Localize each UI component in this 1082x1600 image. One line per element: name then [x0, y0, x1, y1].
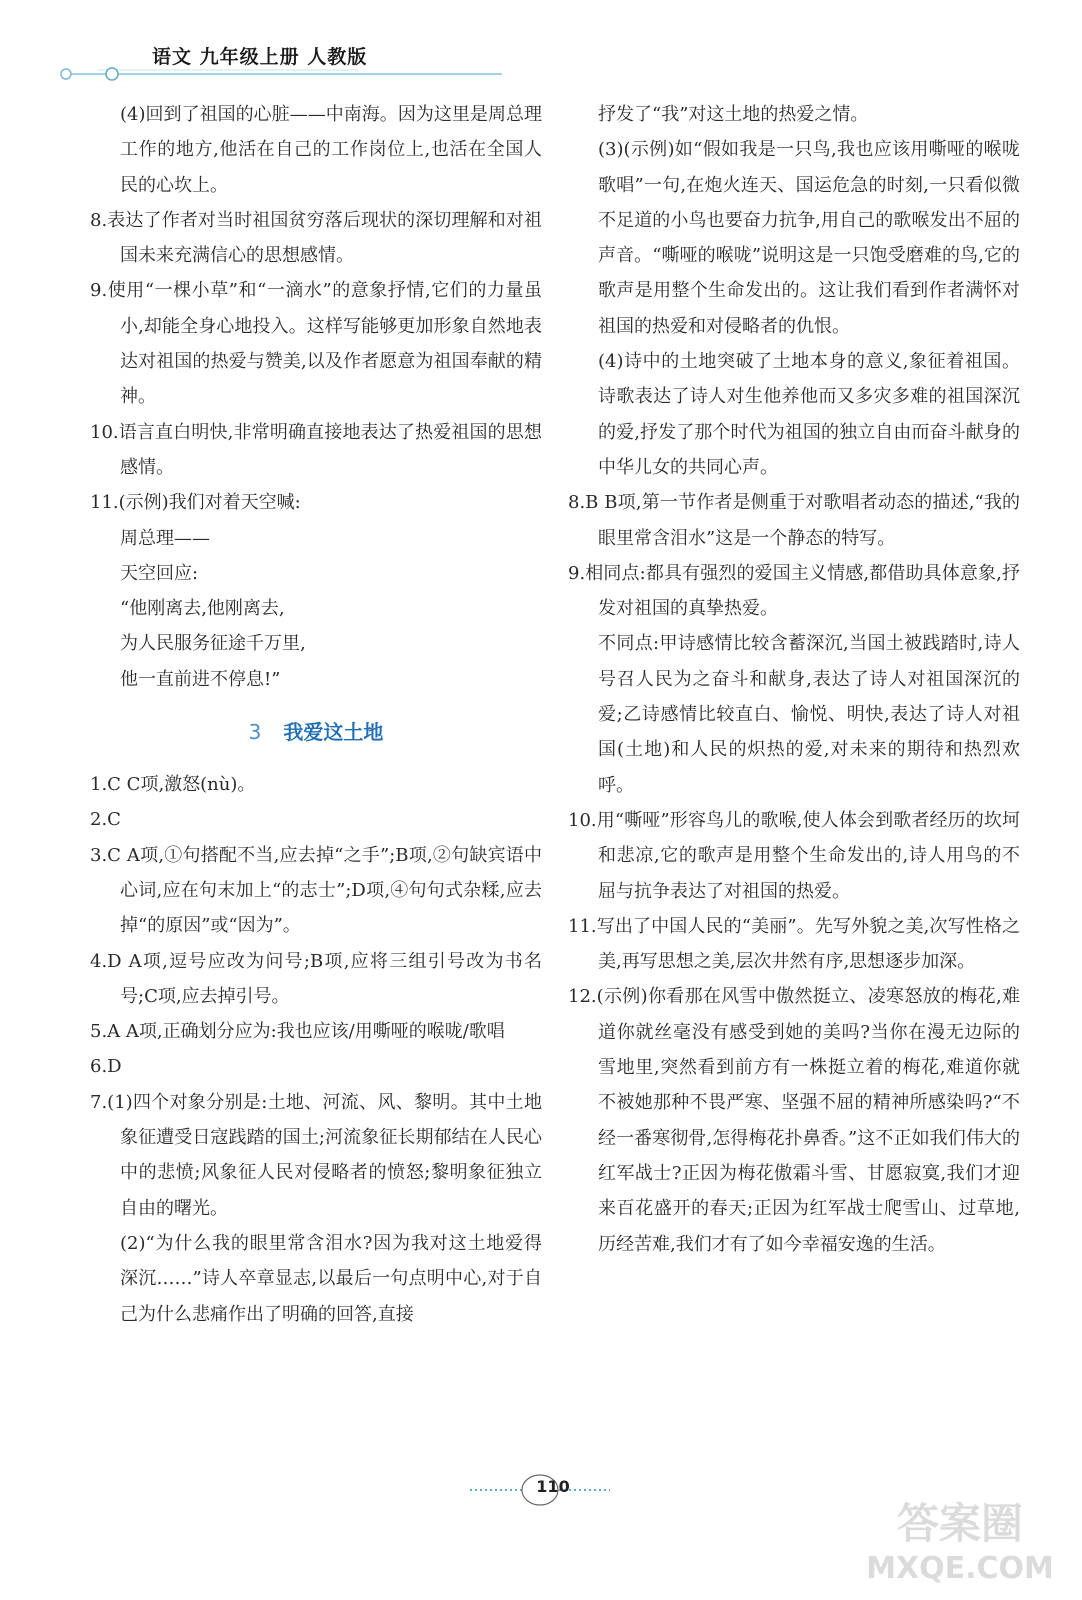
answer-item: 10.用“嘶哑”形容鸟儿的歌喉,使人体会到歌者经历的坎坷和悲凉,它的歌声是用整个生命发出的,诗人用鸟的不屈与抗争表达了对祖国的热爱。 [568, 809, 1020, 902]
answer-item: 7.(1)四个对象分别是:土地、河流、风、黎明。其中土地象征遭受日寇践踏的国土;河流象征长期郁结在人民心中的悲愤;风象征人民对侵略者的愤怒;黎明象征独立自由的曙光。 [90, 1091, 542, 1219]
poem-line: 天空回应: [120, 562, 199, 584]
right-column [568, 97, 1020, 1262]
answer-item: 4.D A项,逗号应改为问号;B项,应将三组引号改为书名号;C项,应去掉引号。 [90, 950, 542, 1007]
answer-item: 3.C A项,①句搭配不当,应去掉“之手”;B项,②句缺宾语中心词,应在句末加上“的志士”;D项,④句句式杂糅,应去掉“的原因”或“因为”。 [90, 844, 542, 937]
left-column [90, 97, 542, 1332]
answer-item: 12.(示例)你看那在风雪中傲然挺立、凌寒怒放的梅花,难道你就丝毫没有感受到她的美吗?当你在漫无边际的雪地里,突然看到前方有一株挺立着的梅花,难道你就不被她那种不畏严寒、坚强不屈的精神所感染吗?“不经一番寒彻骨,怎得梅花扑鼻香。”这不正如我们伟大的红军战士?正因为梅花傲霜斗雪、甘愿寂寞,我们才迎来百花盛开的春天;正因为红军战士爬雪山、过草地,历经苦难,我们才有了如今幸福安逸的生活。 [568, 986, 1020, 1255]
answer-item: 8.表达了作者对当时祖国贫穷落后现状的深切理解和对祖国未来充满信心的思想感情。 [90, 209, 542, 267]
section-number: 3 [248, 720, 262, 745]
answer-item: 9.使用“一棵小草”和“一滴水”的意象抒情,它们的力量虽小,却能全身心地投入。这样写能够更加形象自然地表达对祖国的热爱与赞美,以及作者愿意为祖国奉献的精神。 [90, 280, 542, 408]
answer-item: 6.D [90, 1056, 122, 1078]
watermark-text: 答案圈 [896, 1499, 1024, 1548]
answer-item: 11.写出了中国人民的“美丽”。先写外貌之美,次写性格之美,再写思想之美,层次井然有序,思想逐步加深。 [568, 915, 1020, 973]
answer-item: 9.相同点:都具有强烈的爱国主义情感,都借助具体意象,抒发对祖国的真挚热爱。 [568, 562, 1020, 620]
answer-item: 10.语言直白明快,非常明确直接地表达了热爱祖国的思想感情。 [90, 421, 542, 478]
answer-item: 抒发了“我”对这土地的热爱之情。 [598, 104, 869, 125]
header-decor-line [58, 64, 502, 84]
section-heading [90, 697, 542, 767]
answer-item: (3)(示例)如“假如我是一只鸟,我也应该用嘶哑的喉咙歌唱”一句,在炮火连天、国运危急的时刻,一只看似微不足道的小鸟也要奋力抗争,用自己的歌喉发出不屈的声音。“嘶哑的喉咙”说明这是一只饱受磨难的鸟,它的歌声是用整个生命发出的。这让我们看到作者满怀对祖国的热爱和对侵略者的仇恨。 [598, 139, 1020, 337]
answer-item: (4)回到了祖国的心脏——中南海。因为这里是周总理工作的地方,他活在自己的工作岗位上,也活在全国人民的心坎上。 [120, 104, 542, 196]
answer-item: 11.(示例)我们对着天空喊: [90, 492, 301, 514]
poem-line: 周总理—— [120, 527, 210, 549]
answer-item: 8.B B项,第一节作者是侧重于对歌唱者动态的描述,“我的眼里常含泪水”这是一个静态的特写。 [568, 492, 1020, 549]
poem-line: “他刚离去,他刚离去, [120, 598, 285, 620]
answer-item: 不同点:甲诗感情比较含蓄深沉,当国土被践踏时,诗人号召人民为之奋斗和献身,表达了诗人对祖国深沉的爱;乙诗感情比较直白、愉悦、明快,表达了诗人对祖国(土地)和人民的炽热的爱,对未来的期待和热烈欢呼。 [598, 633, 1020, 796]
answer-item: (4)诗中的土地突破了土地本身的意义,象征着祖国。诗歌表达了诗人对生他养他而又多灾多难的祖国深沉的爱,抒发了那个时代为祖国的独立自由而奋斗献身的中华儿女的共同心声。 [598, 351, 1020, 478]
page-number: 110 [536, 1477, 570, 1496]
watermark-logo [860, 1490, 1060, 1590]
answer-item: 5.A A项,正确划分应为:我也应该/用嘶哑的喉咙/歌唱 [90, 1021, 505, 1043]
section-title: 我爱这土地 [283, 720, 384, 745]
answer-item: 1.C C项,激怒(nù)。 [90, 774, 256, 796]
book-title: 语文 九年级上册 人教版 [152, 46, 368, 68]
answer-item: 2.C [90, 809, 121, 831]
answer-item: (2)“为什么我的眼里常含泪水?因为我对这土地爱得深沉……”诗人卒章显志,以最后一句点明中心,对于自己为什么悲痛作出了明确的回答,直接 [120, 1232, 542, 1325]
poem-line: 他一直前进不停息!” [120, 668, 281, 690]
poem-line: 为人民服务征途千万里, [120, 633, 306, 655]
watermark-url: MXQE.COM [866, 1551, 1054, 1586]
